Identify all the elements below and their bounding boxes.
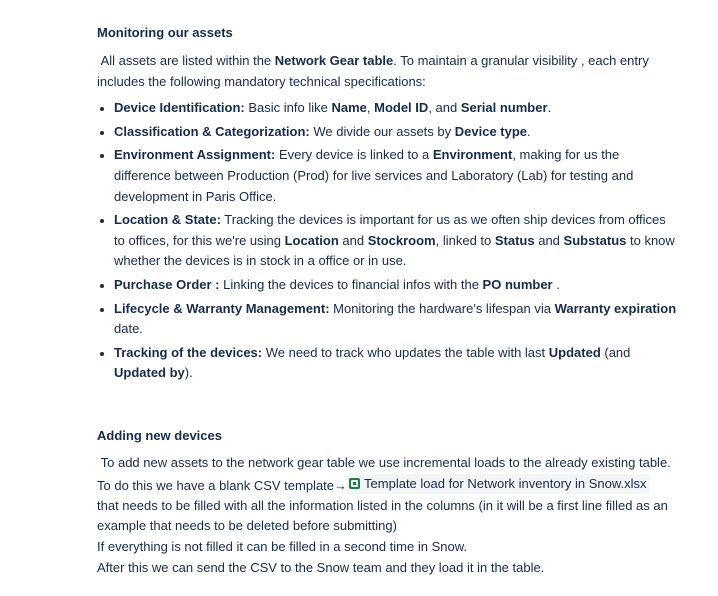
spec-text: We divide our assets by	[309, 123, 455, 139]
spec-text: Basic info like	[244, 100, 332, 116]
spec-bold-text: Status	[494, 232, 535, 248]
template-file-link-label: Template load for Network inventory in Snow.xlsx	[364, 475, 647, 491]
spec-bold-text: Updated by	[114, 365, 185, 381]
adding-line-3: that needs to be filled with all the information listed in the columns (in it will be a first line filled as an example that needs to be deleted before submitting)	[97, 497, 668, 534]
spec-text: (and	[600, 344, 631, 360]
section-heading-monitoring-assets: Monitoring our assets	[97, 25, 233, 40]
spec-text: , making for us the difference between Production (Prod) for live services and Laboratory (Lab) for testing and development in Paris Office.	[114, 147, 634, 204]
specifications-list	[97, 98, 678, 384]
spec-text: Tracking the devices is important for us as we often ship devices from offices to offices, for this we're using	[114, 212, 666, 248]
spec-list-item	[114, 299, 678, 340]
spec-text: and	[338, 232, 368, 248]
spec-bold-text: Location & State:	[114, 212, 221, 228]
spec-bold-text: Model ID	[374, 100, 429, 116]
spec-bold-text: Serial number	[460, 100, 548, 116]
spec-text: ,	[366, 100, 375, 116]
spec-text: to know whether the devices is in stock in a office or in use.	[114, 232, 675, 269]
spec-text: , and	[428, 100, 461, 116]
spec-text: We need to track who updates the table with last	[262, 344, 549, 360]
spec-bold-text: Tracking of the devices:	[114, 344, 263, 360]
section-heading-adding-devices: Adding new devices	[97, 427, 222, 443]
spec-bold-text: Environment	[432, 147, 513, 163]
spec-bold-text: Location	[284, 232, 339, 248]
spec-text: .	[547, 100, 552, 116]
spec-list-item	[114, 98, 678, 119]
spec-text: ).	[184, 365, 193, 381]
spec-bold-text: Name	[331, 100, 367, 116]
adding-line-4: If everything is not filled it can be filled in a second time in Snow.	[97, 539, 467, 555]
adding-line-1	[97, 453, 678, 474]
spec-text: Linking the devices to financial infos with the	[219, 276, 483, 292]
spec-bold-text: Purchase Order :	[114, 276, 220, 292]
intro-paragraph	[97, 51, 678, 92]
spec-text: .	[552, 276, 560, 292]
spec-text: and	[534, 232, 564, 248]
spec-bold-text: Device Identification:	[114, 100, 245, 116]
intro-network-gear-table: Network Gear table	[274, 53, 394, 68]
spec-text: Every device is linked to a	[275, 147, 433, 163]
spec-bold-text: Warranty expiration	[554, 300, 677, 316]
spec-list-item	[114, 145, 678, 207]
adding-line-1-text: To add new assets to the network gear table we use incremental loads to the already existing table.	[100, 454, 671, 470]
spec-list-item	[114, 343, 678, 384]
intro-text-end: . To maintain a granular visibility , each entry includes the following mandatory technical specifications:	[97, 53, 649, 89]
spec-bold-text: Stockroom	[367, 232, 436, 248]
spec-bold-text: Classification & Categorization:	[114, 123, 310, 139]
spec-text: Monitoring the hardware's lifespan via	[329, 300, 555, 316]
excel-file-icon	[349, 478, 360, 489]
spec-bold-text: Lifecycle & Warranty Management:	[114, 300, 330, 316]
adding-devices-paragraph	[97, 453, 678, 578]
adding-line-5: After this we can send the CSV to the Snow team and they load it in the table.	[97, 559, 545, 575]
intro-text-start: All assets are listed within the	[100, 53, 275, 68]
spec-bold-text: PO number	[482, 276, 553, 292]
spec-bold-text: Device type	[454, 123, 528, 139]
spec-text: .	[527, 123, 531, 139]
adding-line-2	[97, 474, 678, 496]
spec-list-item	[114, 122, 678, 143]
spec-bold-text: Environment Assignment:	[114, 147, 276, 163]
spec-bold-text: Updated	[548, 344, 601, 360]
spec-text: , linked to	[435, 232, 495, 248]
spec-list-item	[114, 275, 678, 296]
spec-text: date.	[114, 321, 143, 337]
spec-list-item	[114, 210, 678, 272]
adding-line-2-text: To do this we have a blank CSV template→	[97, 477, 348, 493]
spec-bold-text: Substatus	[563, 232, 627, 248]
template-file-link[interactable]	[347, 474, 649, 495]
